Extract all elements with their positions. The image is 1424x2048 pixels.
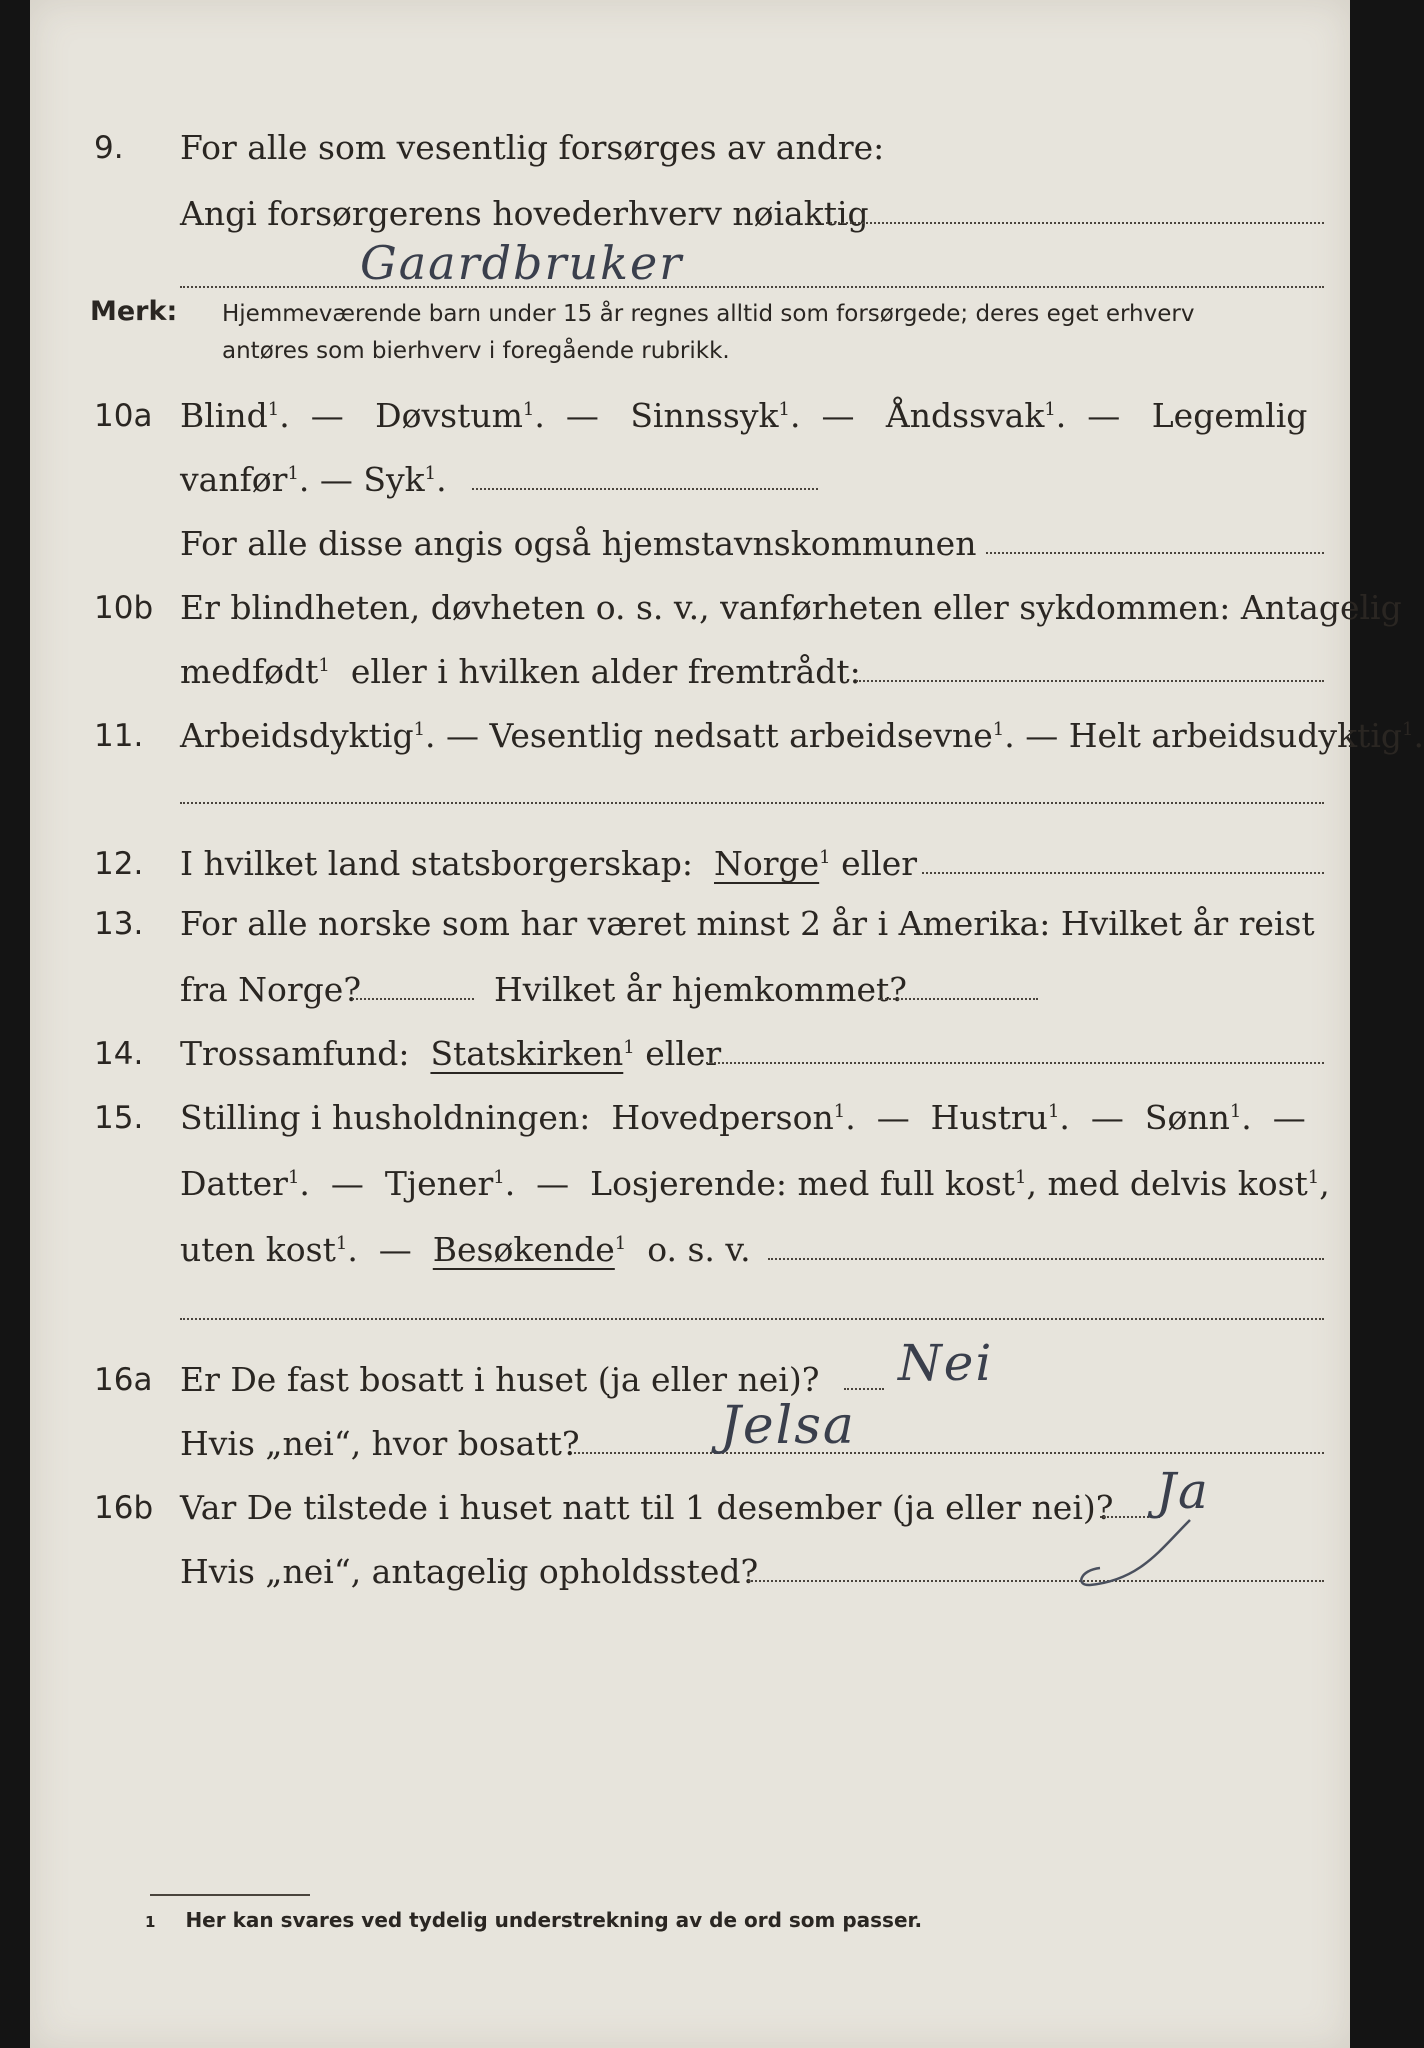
q9-text: For alle som vesentlig forsørges av andre:	[180, 128, 885, 167]
q16b-number: 16b	[94, 1490, 154, 1526]
dot: .	[298, 460, 310, 499]
footnote-mark: 1	[522, 399, 535, 420]
q10a-syk-fill-line[interactable]	[472, 488, 818, 490]
footnote-mark: 1	[1015, 1167, 1027, 1188]
comma: ,	[1026, 1164, 1037, 1203]
dash: —	[1025, 716, 1059, 755]
dash: —	[330, 1164, 364, 1203]
q10a-options-1	[180, 392, 1307, 440]
q10b-fill-line[interactable]	[856, 680, 1324, 682]
q10a-hjemstavn: For alle disse angis også hjemstavnskommunen	[180, 524, 977, 563]
footnote-text: Her kan svares ved tydelig understrekning av de ord som passer.	[185, 1908, 923, 1932]
merk-label: Merk:	[90, 296, 178, 327]
dot: .	[504, 1164, 516, 1203]
footnote-mark: 1	[778, 399, 790, 420]
q10a-options-2	[180, 456, 447, 504]
q11-row-1	[30, 712, 1424, 760]
opt-hovedperson[interactable]: Hovedperson	[611, 1098, 834, 1137]
dash: —	[1087, 396, 1121, 435]
q10b-text-1: Er blindheten, døvheten o. s. v., vanførheten eller sykdommen: Antagelig	[180, 588, 1402, 627]
opt-vanfor[interactable]: vanfør	[180, 460, 288, 499]
footnote-mark: 1	[424, 463, 437, 484]
dash: —	[536, 1164, 570, 1203]
q12-number: 12.	[94, 846, 144, 882]
dash: —	[310, 396, 344, 435]
q16a-row-1	[30, 1356, 1350, 1404]
footnote-mark: 1	[493, 1167, 505, 1188]
opt-statskirken-underlined[interactable]: Statskirken	[430, 1034, 624, 1073]
dot: .	[1059, 1098, 1070, 1137]
q16b-text-1: Var De tilstede i huset natt til 1 desember (ja eller nei)?	[180, 1488, 1114, 1527]
q13-hjemkommet: Hvilket år hjemkommet?	[494, 970, 907, 1009]
q16b-text-2: Hvis „nei“, antagelig opholdssted?	[180, 1552, 759, 1591]
q13-reist: fra Norge?	[180, 970, 362, 1009]
q16a-fill-line-1[interactable]	[844, 1388, 884, 1390]
opt-udyktig[interactable]: Helt arbeidsudyktig	[1068, 716, 1403, 755]
q16a-row-2	[30, 1420, 1350, 1468]
opt-sonn[interactable]: Sønn	[1144, 1098, 1230, 1137]
q14-eller: eller	[645, 1034, 722, 1073]
opt-tjener[interactable]: Tjener	[384, 1164, 494, 1203]
footnote	[145, 1900, 922, 1942]
q13-row-1	[30, 900, 1350, 948]
q16a-text-2: Hvis „nei“, hvor bosatt?	[180, 1424, 580, 1463]
q10a-row-3	[30, 520, 1350, 568]
merk-line-1: Hjemmeværende barn under 15 år regnes alltid som forsørgede; deres eget erhverv	[222, 301, 1195, 327]
dash: —	[1272, 1098, 1306, 1137]
q12-fill-line[interactable]	[922, 872, 1324, 874]
footnote-mark: 1	[267, 399, 280, 420]
q13-hjemkommet-fill-line[interactable]	[878, 998, 1038, 1000]
opt-losjerende-full[interactable]: Losjerende: med full kost	[590, 1164, 1016, 1203]
q16a-number: 16a	[94, 1362, 153, 1398]
q11-number: 11.	[94, 718, 144, 754]
footnote-mark: 1	[318, 655, 330, 676]
dot: .	[845, 1098, 856, 1137]
q14-row	[30, 1030, 1350, 1078]
footnote-mark: 1	[335, 1233, 348, 1254]
opt-syk[interactable]: Syk	[363, 460, 425, 499]
opt-delvis-kost[interactable]: med delvis kost	[1047, 1164, 1308, 1203]
dot: .	[1241, 1098, 1252, 1137]
q14-number: 14.	[94, 1036, 144, 1072]
q10b-row-1	[30, 584, 1402, 632]
q16a-fill-line-2[interactable]	[574, 1452, 1324, 1454]
q15-row-2	[30, 1160, 1350, 1208]
footnote-mark: 1	[833, 1101, 846, 1122]
footnote-mark: 1	[287, 1167, 300, 1188]
q12-row	[30, 840, 1350, 888]
q11-options	[180, 712, 1424, 760]
q11-fill-line[interactable]	[180, 802, 1324, 804]
dot: .	[279, 396, 290, 435]
q15-osv: o. s. v.	[647, 1230, 751, 1269]
dot: .	[425, 716, 436, 755]
merk-line-2: antøres som bierhverv i foregående rubrikk.	[222, 338, 730, 364]
dot: .	[299, 1164, 310, 1203]
footnote-mark: 1	[1229, 1101, 1242, 1122]
opt-datter[interactable]: Datter	[180, 1164, 288, 1203]
opt-hustru[interactable]: Hustru	[930, 1098, 1048, 1137]
q9-row-2	[30, 190, 1350, 238]
q16b-fill-line-2[interactable]	[748, 1580, 1324, 1582]
footnote-mark: 1	[1047, 1101, 1060, 1122]
q15-fill-line-2[interactable]	[180, 1318, 1324, 1320]
q9-row-1	[30, 124, 1350, 172]
q16a-bosatt-handwritten: Jelsa	[720, 1396, 856, 1456]
dash: —	[821, 396, 855, 435]
q13-number: 13.	[94, 906, 144, 942]
q12-eller: eller	[841, 844, 918, 883]
opt-arbeidsdyktig[interactable]: Arbeidsdyktig	[180, 716, 414, 755]
footnote-mark: 1	[1044, 399, 1056, 420]
footnote-mark: 1	[623, 1037, 635, 1058]
footnote-mark: 1	[413, 719, 426, 740]
q12-text	[180, 840, 917, 888]
footnote-mark: 1	[1307, 1167, 1320, 1188]
q16a-text-1: Er De fast bosatt i huset (ja eller nei)?	[180, 1360, 820, 1399]
opt-medfodt[interactable]: medfødt	[180, 652, 319, 691]
opt-nedsatt[interactable]: Vesentlig nedsatt arbeidsevne	[489, 716, 993, 755]
q15-row-1	[30, 1094, 1350, 1142]
dot: .	[436, 460, 447, 499]
footnote-mark: 1	[819, 847, 831, 868]
q9-number: 9.	[94, 130, 124, 166]
dot: .	[1055, 396, 1067, 435]
footnote-rule	[150, 1894, 310, 1896]
census-form-page	[30, 0, 1424, 2048]
q14-fill-line[interactable]	[706, 1062, 1324, 1064]
q12-question: I hvilket land statsborgerskap:	[180, 844, 694, 883]
footnote-mark: 1	[1402, 719, 1414, 740]
dash: —	[565, 396, 599, 435]
comma: ,	[1319, 1164, 1330, 1203]
q15-text-1	[180, 1094, 1306, 1142]
q16a-answer-handwritten: Nei	[898, 1334, 994, 1392]
q14-question: Trossamfund:	[180, 1034, 410, 1073]
q10b-alder: eller i hvilken alder fremtrådt:	[350, 652, 861, 691]
q15-row-3	[30, 1226, 1350, 1274]
q15-text-3	[180, 1226, 751, 1274]
q10b-text-2	[180, 648, 861, 696]
dot: .	[1413, 716, 1424, 755]
q10a-number: 10a	[94, 398, 153, 434]
footnote-mark: 1	[992, 719, 1005, 740]
q10b-number: 10b	[94, 590, 154, 626]
opt-andssvak[interactable]: Åndssvak	[885, 396, 1045, 435]
q10a-hjemstavn-fill-line[interactable]	[986, 552, 1324, 554]
footnote-marker: 1	[145, 1913, 156, 1931]
q14-text	[180, 1030, 721, 1078]
q10a-row-1	[30, 392, 1350, 440]
q15-number: 15.	[94, 1100, 144, 1136]
q15-intro: Stilling i husholdningen:	[180, 1098, 591, 1137]
opt-legemlig[interactable]: Legemlig	[1151, 396, 1308, 435]
q13-row-2	[30, 966, 1350, 1014]
q9-fill-line[interactable]	[826, 222, 1324, 224]
opt-blind[interactable]: Blind	[180, 396, 268, 435]
dot: .	[347, 1230, 358, 1269]
q9-prompt: Angi forsørgerens hovederhverv nøiaktig	[180, 194, 869, 233]
q10b-row-2	[30, 648, 1350, 696]
q15-fill-line[interactable]	[768, 1258, 1324, 1260]
q9-answer-handwritten: Gaardbruker	[360, 236, 684, 290]
opt-dovstum[interactable]: Døvstum	[375, 396, 523, 435]
q10a-row-2	[30, 456, 1350, 504]
q13-text-1: For alle norske som har været minst 2 år i Amerika: Hvilket år reist	[180, 904, 1315, 943]
q9-answer-line[interactable]	[180, 286, 1324, 288]
footnote-mark: 1	[614, 1233, 627, 1254]
dash: —	[319, 460, 353, 499]
dash: —	[876, 1098, 910, 1137]
dash: —	[446, 716, 480, 755]
dash: —	[1090, 1098, 1124, 1137]
dash: —	[378, 1230, 412, 1269]
opt-sinnssyk[interactable]: Sinnssyk	[630, 396, 779, 435]
opt-uten-kost[interactable]: uten kost	[180, 1230, 336, 1269]
dot: .	[789, 396, 801, 435]
q13-reist-fill-line[interactable]	[352, 998, 474, 1000]
q16b-pen-stroke	[1070, 1500, 1220, 1600]
dot: .	[1004, 716, 1015, 755]
opt-norge-underlined[interactable]: Norge	[714, 844, 820, 883]
footnote-mark: 1	[287, 463, 299, 484]
q15-text-2	[180, 1160, 1330, 1208]
opt-besokende-underlined[interactable]: Besøkende	[432, 1230, 615, 1269]
q16b-answer-handwritten: Ja	[1156, 1462, 1210, 1520]
dot: .	[534, 396, 545, 435]
